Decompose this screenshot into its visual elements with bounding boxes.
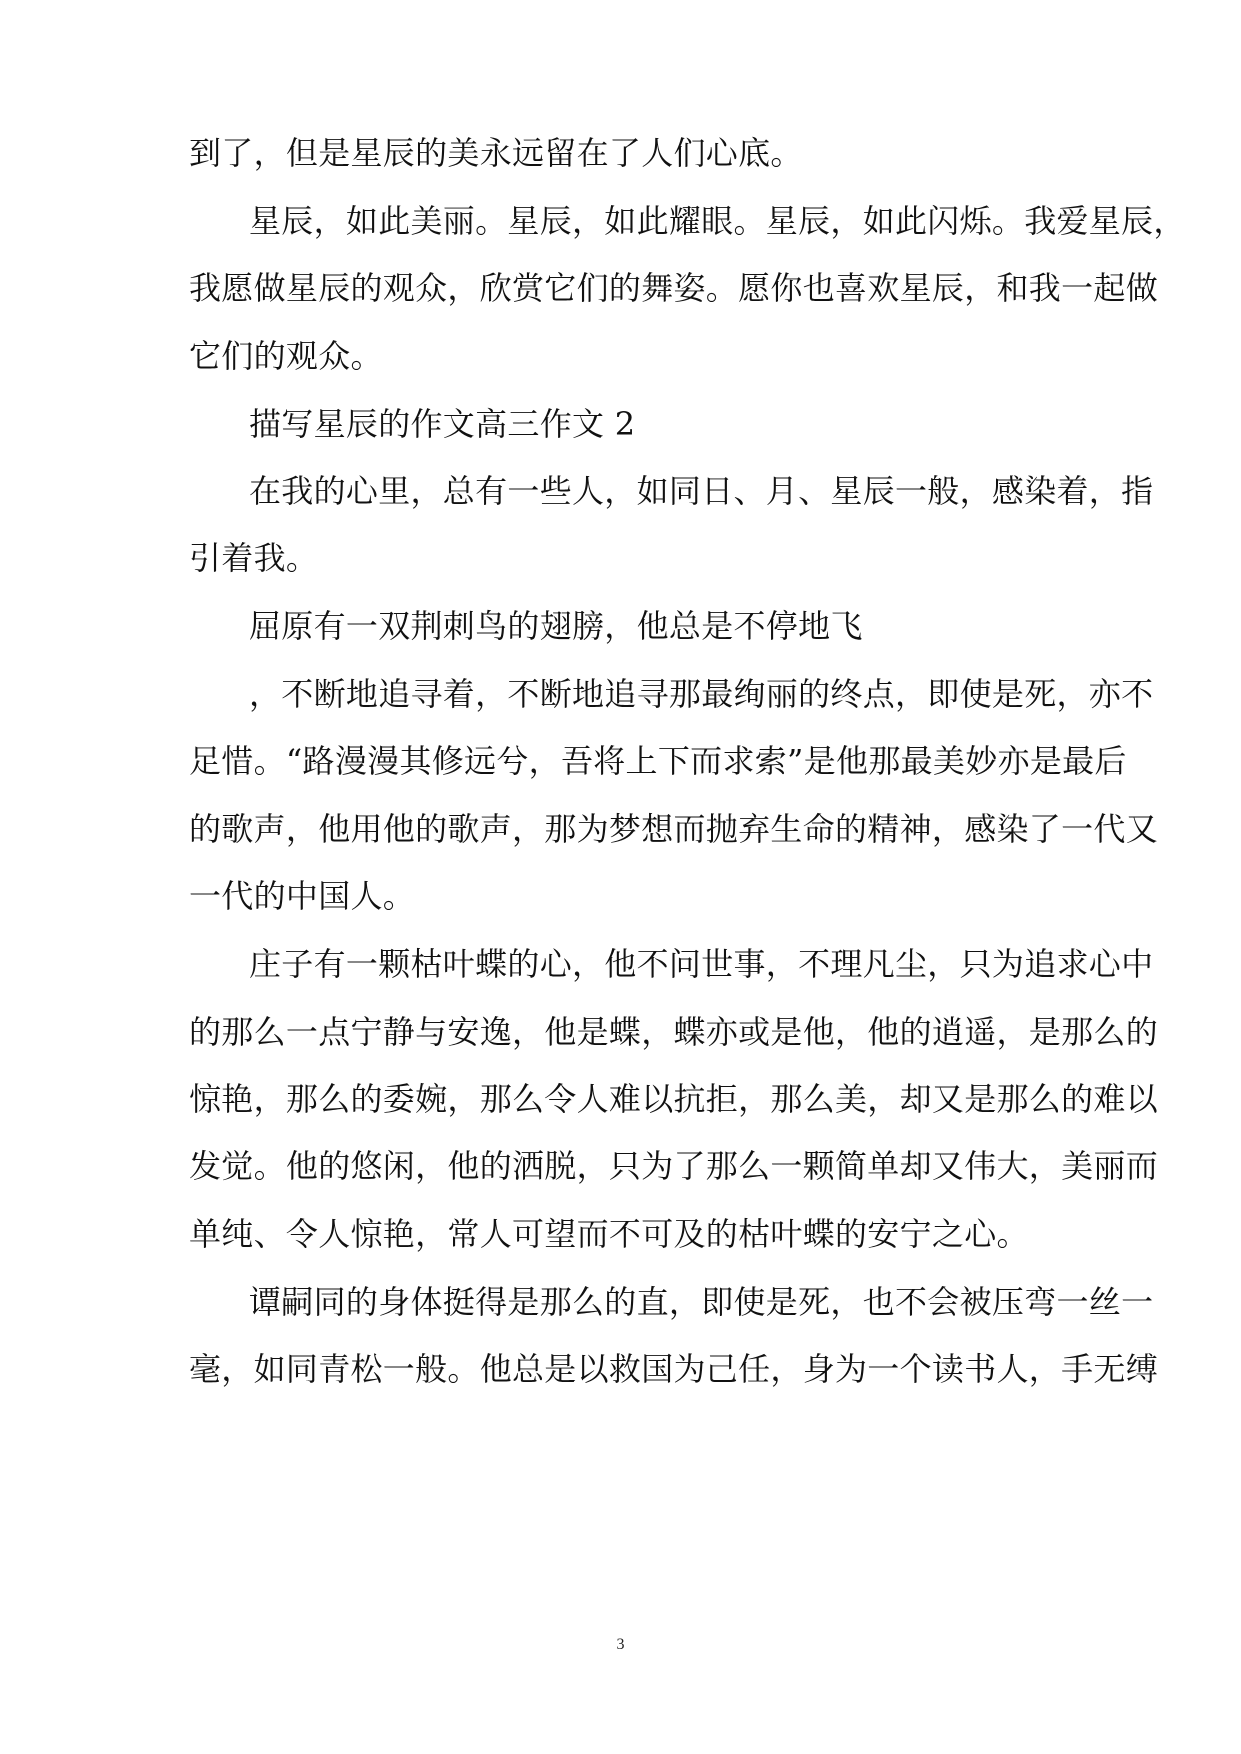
- text-line: 发觉。他的悠闲，他的洒脱，只为了那么一颗简单却又伟大，美丽而: [189, 1147, 1159, 1185]
- page-number: 3: [616, 1636, 625, 1653]
- text-line: 屈原有一双荆刺鸟的翅膀，他总是不停地飞: [249, 607, 863, 645]
- text-line: 的那么一点宁静与安逸，他是蝶，蝶亦或是他，他的逍遥，是那么的: [189, 1013, 1159, 1051]
- text-line: 足惜。“路漫漫其修远兮，吾将上下而求索”是他那最美妙亦是最后: [189, 742, 1127, 780]
- text-line: 到了，但是星辰的美永远留在了人们心底。: [189, 134, 803, 172]
- text-line: 谭嗣同的身体挺得是那么的直，即使是死，也不会被压弯一丝一: [249, 1283, 1154, 1321]
- text-line: 它们的观众。: [189, 337, 383, 375]
- text-line: 星辰，如此美丽。星辰，如此耀眼。星辰，如此闪烁。我爱星辰，: [249, 202, 1186, 240]
- text-line: 惊艳，那么的委婉，那么令人难以抗拒，那么美，却又是那么的难以: [189, 1080, 1159, 1118]
- text-line: 庄子有一颗枯叶蝶的心，他不问世事，不理凡尘，只为追求心中: [249, 945, 1154, 983]
- text-line: 在我的心里，总有一些人，如同日、月、星辰一般，感染着，指: [249, 472, 1154, 510]
- text-line: 的歌声，他用他的歌声，那为梦想而抛弃生命的精神，感染了一代又: [189, 810, 1159, 848]
- text-line: 单纯、令人惊艳，常人可望而不可及的枯叶蝶的安宁之心。: [189, 1215, 1029, 1253]
- text-line: ，不断地追寻着，不断地追寻那最绚丽的终点，即使是死，亦不: [249, 675, 1154, 713]
- text-line: 一代的中国人。: [189, 877, 416, 915]
- text-line: 我愿做星辰的观众，欣赏它们的舞姿。愿你也喜欢星辰，和我一起做: [189, 269, 1159, 307]
- text-line: 毫，如同青松一般。他总是以救国为己任，身为一个读书人，手无缚: [189, 1350, 1159, 1388]
- text-line: 引着我。: [189, 539, 319, 577]
- section-heading: 描写星辰的作文高三作文 2: [249, 405, 636, 443]
